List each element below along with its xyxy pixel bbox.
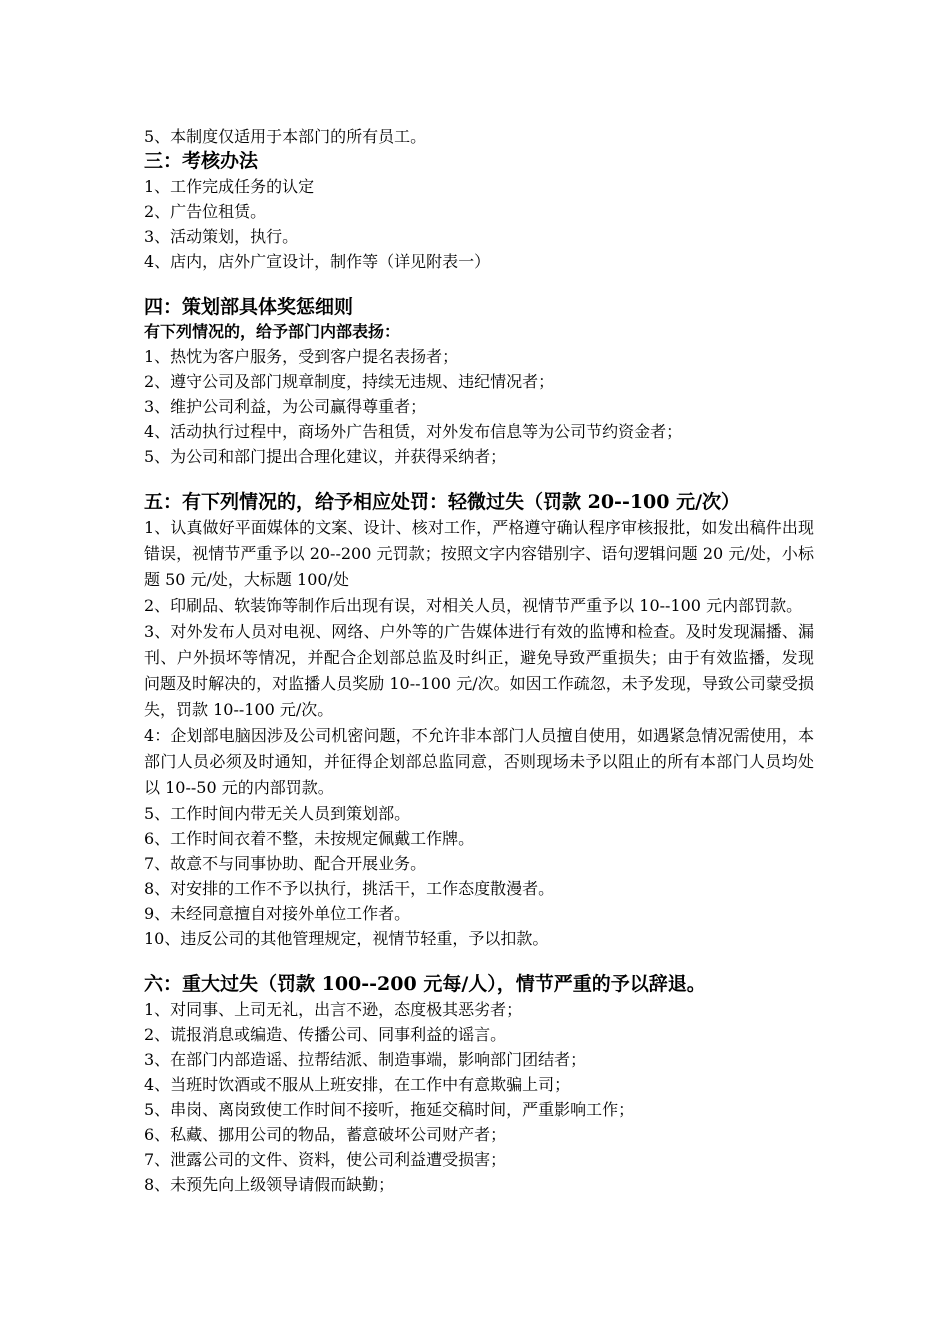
list-item: 4、活动执行过程中，商场外广告租赁，对外发布信息等为公司节约资金者； — [144, 422, 683, 441]
list-item: 1、热忱为客户服务，受到客户提名表扬者； — [144, 347, 459, 366]
penalty-paragraph: 3、对外发布人员对电视、网络、户外等的广告媒体进行有效的监博和检查。及时发现漏播、漏刊、户外损坏等情况，并配合企划部总监及时纠正，避免导致严重损失；由于有效监播，发现问题及时解决的，对监播人员奖励 10--100 元/次。如因工作疏忽，未予发现，导致公司蒙受损失，罚款 10--100 元/次。 — [144, 622, 814, 719]
section-heading-major-penalties: 六：重大过失（罚款 100--200 元每/人），情节严重的予以辞退。 — [144, 973, 706, 995]
list-item: 3、在部门内部造谣、拉帮结派、制造事端，影响部门团结者； — [144, 1050, 587, 1069]
section-heading-assessment: 三：考核办法 — [144, 150, 259, 172]
section-heading-rewards: 四：策划部具体奖惩细则 — [144, 296, 354, 318]
list-item: 2、遵守公司及部门规章制度，持续无违规、违纪情况者； — [144, 372, 555, 391]
section-heading-minor-penalties: 五：有下列情况的，给予相应处罚：轻微过失（罚款 20--100 元/次） — [144, 491, 741, 513]
rule-item: 5、本制度仅适用于本部门的所有员工。 — [144, 127, 427, 146]
list-item: 5、为公司和部门提出合理化建议，并获得采纳者； — [144, 447, 507, 466]
list-item: 4、当班时饮酒或不服从上班安排，在工作中有意欺骗上司； — [144, 1075, 571, 1094]
list-item: 3、活动策划，执行。 — [144, 227, 299, 246]
list-item: 7、泄露公司的文件、资料，使公司利益遭受损害； — [144, 1150, 507, 1169]
list-item: 3、维护公司利益，为公司赢得尊重者； — [144, 397, 427, 416]
penalty-paragraph: 4：企划部电脑因涉及公司机密问题，不允许非本部门人员擅自使用，如遇紧急情况需使用，本部门人员必须及时通知，并征得企划部总监同意，否则现场未予以阻止的所有本部门人员均处以 10--50 元的内部罚款。 — [144, 726, 814, 797]
list-item: 8、对安排的工作不予以执行，挑活干，工作态度散漫者。 — [144, 879, 555, 898]
list-item: 5、串岗、离岗致使工作时间不接听，拖延交稿时间，严重影响工作； — [144, 1100, 635, 1119]
list-item: 5、工作时间内带无关人员到策划部。 — [144, 804, 411, 823]
list-item: 8、未预先向上级领导请假而缺勤； — [144, 1175, 395, 1194]
list-item: 6、私藏、挪用公司的物品，蓄意破坏公司财产者； — [144, 1125, 507, 1144]
list-item: 7、故意不与同事协助、配合开展业务。 — [144, 854, 427, 873]
list-item: 4、店内，店外广宣设计，制作等（详见附表一） — [144, 252, 491, 271]
penalty-paragraph: 2、印刷品、软装饰等制作后出现有误，对相关人员，视情节严重予以 10--100 元内部罚款。 — [144, 596, 803, 615]
document-body — [144, 124, 814, 1197]
penalty-paragraph: 1、认真做好平面媒体的文案、设计、核对工作，严格遵守确认程序审核报批，如发出稿件出现错误，视情节严重予以 20--200 元罚款；按照文字内容错别字、语句逻辑问题 20 元/处，小标题 50 元/处，大标题 100/处 — [144, 518, 814, 589]
list-item: 9、未经同意擅自对接外单位工作者。 — [144, 904, 411, 923]
list-item: 10、违反公司的其他管理规定，视情节轻重，予以扣款。 — [144, 929, 549, 948]
list-item: 1、工作完成任务的认定 — [144, 177, 315, 196]
subheading-praise: 有下列情况的，给予部门内部表扬： — [144, 322, 401, 341]
list-item: 2、广告位租赁。 — [144, 202, 267, 221]
list-item: 2、谎报消息或编造、传播公司、同事利益的谣言。 — [144, 1025, 507, 1044]
list-item: 1、对同事、上司无礼，出言不逊，态度极其恶劣者； — [144, 1000, 523, 1019]
list-item: 6、工作时间衣着不整，未按规定佩戴工作牌。 — [144, 829, 475, 848]
